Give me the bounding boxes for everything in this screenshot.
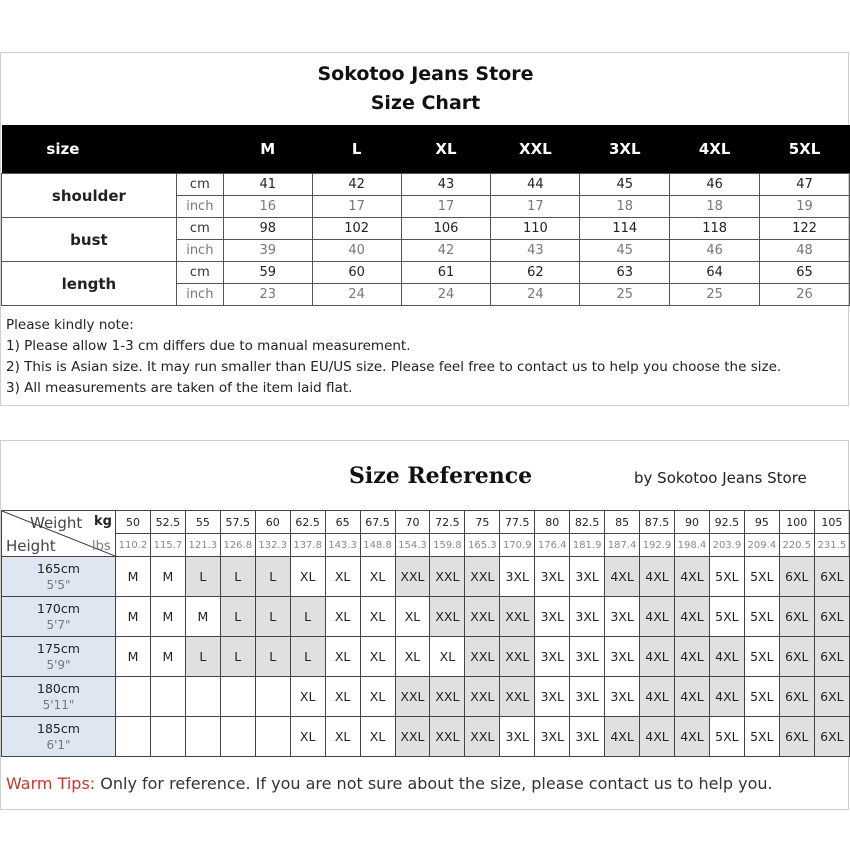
- size-header-l: L: [312, 125, 401, 174]
- measure-value: 63: [580, 262, 670, 284]
- size-cell: 4XL: [675, 637, 710, 677]
- measure-value: 23: [223, 284, 312, 306]
- corner-header: [2, 511, 116, 557]
- unit-label: inch: [176, 240, 223, 262]
- height-ft: 5'9": [46, 657, 71, 672]
- size-cell: L: [255, 597, 290, 637]
- weight-kg-cell: 92.5: [709, 511, 744, 534]
- weight-kg-cell: 105: [814, 511, 849, 534]
- size-cell: 6XL: [814, 557, 849, 597]
- size-header-5xl: 5XL: [760, 125, 850, 174]
- size-cell: 6XL: [814, 677, 849, 717]
- size-cell: XXL: [395, 717, 430, 757]
- weight-kg-row: [2, 511, 850, 534]
- size-reference-table: [1, 510, 850, 757]
- unit-label: cm: [176, 218, 223, 240]
- size-cell: 4XL: [675, 717, 710, 757]
- measure-value: 62: [491, 262, 580, 284]
- size-cell: XL: [325, 557, 360, 597]
- weight-kg-cell: 90: [675, 511, 710, 534]
- size-cell: [116, 717, 151, 757]
- size-cell: XXL: [465, 677, 500, 717]
- size-cell: 5XL: [709, 557, 744, 597]
- measure-value: 44: [491, 174, 580, 196]
- weight-lbs-cell: 165.3: [465, 534, 500, 557]
- unit-label: inch: [176, 196, 223, 218]
- measure-value: 26: [760, 284, 850, 306]
- weight-lbs-cell: 132.3: [255, 534, 290, 557]
- size-cell: XL: [325, 717, 360, 757]
- size-cell: XXL: [500, 597, 535, 637]
- size-cell: 3XL: [605, 637, 640, 677]
- weight-lbs-cell: 198.4: [675, 534, 710, 557]
- size-cell: 6XL: [814, 637, 849, 677]
- size-cell: 4XL: [709, 637, 744, 677]
- size-cell: XL: [395, 597, 430, 637]
- size-cell: 4XL: [640, 557, 675, 597]
- size-cell: 5XL: [709, 597, 744, 637]
- unit-label: inch: [176, 284, 223, 306]
- size-cell: XXL: [430, 597, 465, 637]
- measure-value: 45: [580, 240, 670, 262]
- size-chart-table: [1, 125, 850, 306]
- measure-label: bust: [2, 218, 177, 262]
- note-line: 3) All measurements are taken of the item laid flat.: [6, 380, 353, 396]
- measure-value: 16: [223, 196, 312, 218]
- height-cell: [2, 677, 116, 717]
- size-cell: L: [255, 557, 290, 597]
- size-reference-title: Size Reference: [349, 463, 533, 489]
- height-label: Height: [6, 537, 56, 555]
- height-cm: 170cm: [37, 600, 80, 616]
- size-cell: XL: [360, 677, 395, 717]
- size-cell: 3XL: [535, 717, 570, 757]
- note-line: Please kindly note:: [6, 317, 134, 333]
- measure-label: length: [2, 262, 177, 306]
- measure-value: 45: [580, 174, 670, 196]
- size-cell: [185, 677, 220, 717]
- size-cell: XL: [360, 557, 395, 597]
- unit-label: cm: [176, 262, 223, 284]
- unit-label: cm: [176, 174, 223, 196]
- size-cell: L: [220, 557, 255, 597]
- store-title: Sokotoo Jeans Store: [317, 63, 534, 85]
- height-row: [2, 717, 850, 757]
- size-cell: 4XL: [640, 717, 675, 757]
- measure-value: 24: [312, 284, 401, 306]
- height-cell: [2, 597, 116, 637]
- size-cell: XL: [325, 637, 360, 677]
- measure-label: shoulder: [2, 174, 177, 218]
- size-cell: [150, 717, 185, 757]
- size-chart-title: Size Chart: [370, 92, 481, 114]
- measure-value: 42: [312, 174, 401, 196]
- height-ft: 5'11": [42, 697, 75, 712]
- size-cell: XXL: [430, 677, 465, 717]
- measure-value: 65: [760, 262, 850, 284]
- measure-value: 43: [491, 240, 580, 262]
- size-cell: 3XL: [570, 717, 605, 757]
- size-cell: 3XL: [535, 677, 570, 717]
- note-line: 2) This is Asian size. It may run smaller than EU/US size. Please feel free to contact us to help you choose the size.: [6, 359, 782, 375]
- lbs-label: lbs: [92, 539, 111, 554]
- size-cell: XXL: [500, 677, 535, 717]
- size-cell: 5XL: [744, 637, 779, 677]
- weight-lbs-cell: 126.8: [220, 534, 255, 557]
- height-cell: [2, 717, 116, 757]
- weight-lbs-cell: 192.9: [640, 534, 675, 557]
- size-cell: 4XL: [709, 677, 744, 717]
- size-cell: XL: [290, 557, 325, 597]
- size-cell: [255, 717, 290, 757]
- size-row-length-cm: [2, 262, 850, 284]
- size-cell: L: [290, 637, 325, 677]
- size-cell: XXL: [430, 557, 465, 597]
- size-chart-panel: [0, 52, 849, 406]
- weight-lbs-cell: 231.5: [814, 534, 849, 557]
- size-header-3xl: 3XL: [580, 125, 670, 174]
- weight-lbs-cell: 187.4: [605, 534, 640, 557]
- weight-kg-cell: 62.5: [290, 511, 325, 534]
- warm-tips-label: Warm Tips:: [6, 774, 96, 793]
- size-cell: L: [185, 637, 220, 677]
- size-cell: XL: [325, 597, 360, 637]
- size-cell: 3XL: [535, 637, 570, 677]
- size-cell: XL: [360, 717, 395, 757]
- size-cell: M: [116, 597, 151, 637]
- weight-kg-cell: 57.5: [220, 511, 255, 534]
- measure-value: 18: [670, 196, 760, 218]
- measure-value: 25: [580, 284, 670, 306]
- weight-lbs-cell: 170.9: [500, 534, 535, 557]
- size-cell: XXL: [465, 637, 500, 677]
- warm-tips-text: Only for reference. If you are not sure about the size, please contact us to help you.: [95, 774, 773, 793]
- measure-value: 25: [670, 284, 760, 306]
- size-cell: [150, 677, 185, 717]
- size-cell: 5XL: [744, 717, 779, 757]
- size-cell: XXL: [395, 677, 430, 717]
- height-cell: [2, 557, 116, 597]
- measure-value: 98: [223, 218, 312, 240]
- measure-value: 114: [580, 218, 670, 240]
- size-cell: 6XL: [814, 597, 849, 637]
- size-cell: 4XL: [605, 557, 640, 597]
- size-cell: 6XL: [779, 637, 814, 677]
- size-cell: 3XL: [605, 597, 640, 637]
- size-cell: 5XL: [709, 717, 744, 757]
- size-cell: 4XL: [640, 597, 675, 637]
- height-cm: 165cm: [37, 560, 80, 576]
- weight-kg-cell: 82.5: [570, 511, 605, 534]
- size-cell: [116, 677, 151, 717]
- weight-kg-cell: 55: [185, 511, 220, 534]
- size-reference-byline: by Sokotoo Jeans Store: [634, 469, 807, 487]
- weight-kg-cell: 70: [395, 511, 430, 534]
- measure-value: 61: [401, 262, 491, 284]
- weight-lbs-cell: 148.8: [360, 534, 395, 557]
- size-cell: 5XL: [744, 557, 779, 597]
- measure-value: 24: [401, 284, 491, 306]
- weight-lbs-cell: 209.4: [744, 534, 779, 557]
- size-cell: XL: [290, 677, 325, 717]
- size-cell: M: [150, 557, 185, 597]
- height-row: [2, 637, 850, 677]
- size-cell: 3XL: [570, 637, 605, 677]
- size-header-m: M: [223, 125, 312, 174]
- size-cell: XL: [325, 677, 360, 717]
- size-cell: M: [150, 637, 185, 677]
- height-ft: 6'1": [46, 737, 71, 752]
- size-cell: 4XL: [675, 597, 710, 637]
- warm-tips: [6, 774, 773, 793]
- size-cell: [220, 717, 255, 757]
- measure-value: 59: [223, 262, 312, 284]
- size-reference-panel: [0, 440, 849, 810]
- size-cell: 5XL: [744, 597, 779, 637]
- measure-value: 24: [491, 284, 580, 306]
- measure-value: 60: [312, 262, 401, 284]
- weight-lbs-cell: 115.7: [150, 534, 185, 557]
- size-cell: L: [185, 557, 220, 597]
- size-cell: M: [150, 597, 185, 637]
- size-header-xxl: XXL: [491, 125, 580, 174]
- size-cell: M: [116, 557, 151, 597]
- size-cell: 3XL: [570, 677, 605, 717]
- size-cell: 3XL: [570, 597, 605, 637]
- size-cell: XXL: [395, 557, 430, 597]
- weight-lbs-cell: 159.8: [430, 534, 465, 557]
- weight-kg-cell: 95: [744, 511, 779, 534]
- measure-value: 64: [670, 262, 760, 284]
- weight-lbs-cell: 203.9: [709, 534, 744, 557]
- size-cell: 3XL: [535, 597, 570, 637]
- weight-kg-cell: 67.5: [360, 511, 395, 534]
- weight-lbs-cell: 154.3: [395, 534, 430, 557]
- weight-lbs-row: [2, 534, 850, 557]
- size-header-label: size: [2, 125, 224, 174]
- weight-kg-cell: 85: [605, 511, 640, 534]
- height-ft: 5'7": [46, 617, 71, 632]
- measure-value: 39: [223, 240, 312, 262]
- measure-value: 122: [760, 218, 850, 240]
- height-cm: 180cm: [37, 680, 80, 696]
- measure-value: 46: [670, 174, 760, 196]
- size-cell: XL: [360, 597, 395, 637]
- weight-kg-cell: 50: [116, 511, 151, 534]
- weight-kg-cell: 72.5: [430, 511, 465, 534]
- weight-lbs-cell: 143.3: [325, 534, 360, 557]
- weight-lbs-cell: 110.2: [116, 534, 151, 557]
- size-header-4xl: 4XL: [670, 125, 760, 174]
- size-cell: XXL: [465, 717, 500, 757]
- height-row: [2, 677, 850, 717]
- measure-value: 17: [491, 196, 580, 218]
- measure-value: 102: [312, 218, 401, 240]
- size-cell: L: [290, 597, 325, 637]
- weight-kg-cell: 52.5: [150, 511, 185, 534]
- weight-kg-cell: 60: [255, 511, 290, 534]
- measure-value: 40: [312, 240, 401, 262]
- size-cell: M: [185, 597, 220, 637]
- height-cm: 175cm: [37, 640, 80, 656]
- weight-kg-cell: 75: [465, 511, 500, 534]
- measure-value: 47: [760, 174, 850, 196]
- measure-value: 17: [401, 196, 491, 218]
- note-line: 1) Please allow 1-3 cm differs due to manual measurement.: [6, 338, 411, 354]
- size-cell: 4XL: [675, 677, 710, 717]
- measure-value: 18: [580, 196, 670, 218]
- size-cell: 3XL: [570, 557, 605, 597]
- size-cell: 6XL: [779, 557, 814, 597]
- size-cell: [220, 677, 255, 717]
- size-cell: 3XL: [500, 717, 535, 757]
- size-cell: L: [220, 597, 255, 637]
- measure-value: 110: [491, 218, 580, 240]
- measure-value: 42: [401, 240, 491, 262]
- measure-value: 46: [670, 240, 760, 262]
- measure-value: 118: [670, 218, 760, 240]
- size-cell: XXL: [430, 717, 465, 757]
- size-cell: 3XL: [500, 557, 535, 597]
- size-cell: 3XL: [535, 557, 570, 597]
- weight-lbs-cell: 121.3: [185, 534, 220, 557]
- size-header-xl: XL: [401, 125, 491, 174]
- measure-value: 48: [760, 240, 850, 262]
- size-cell: [255, 677, 290, 717]
- weight-kg-cell: 80: [535, 511, 570, 534]
- size-cell: XL: [290, 717, 325, 757]
- measure-value: 41: [223, 174, 312, 196]
- height-ft: 5'5": [46, 577, 71, 592]
- size-cell: 3XL: [605, 677, 640, 717]
- size-cell: [185, 717, 220, 757]
- weight-lbs-cell: 176.4: [535, 534, 570, 557]
- measure-value: 19: [760, 196, 850, 218]
- size-cell: 6XL: [779, 597, 814, 637]
- height-row: [2, 557, 850, 597]
- size-cell: 5XL: [744, 677, 779, 717]
- size-cell: XL: [360, 637, 395, 677]
- size-cell: L: [220, 637, 255, 677]
- size-cell: XL: [430, 637, 465, 677]
- size-cell: 6XL: [779, 717, 814, 757]
- size-cell: 6XL: [814, 717, 849, 757]
- size-header-row: [2, 125, 850, 174]
- weight-lbs-cell: 181.9: [570, 534, 605, 557]
- size-cell: 4XL: [640, 677, 675, 717]
- height-row: [2, 597, 850, 637]
- measure-value: 43: [401, 174, 491, 196]
- size-cell: 4XL: [640, 637, 675, 677]
- size-row-bust-cm: [2, 218, 850, 240]
- size-cell: 4XL: [605, 717, 640, 757]
- size-cell: XXL: [465, 597, 500, 637]
- kg-label: kg: [94, 514, 112, 529]
- weight-kg-cell: 87.5: [640, 511, 675, 534]
- weight-lbs-cell: 137.8: [290, 534, 325, 557]
- size-cell: M: [116, 637, 151, 677]
- measure-value: 17: [312, 196, 401, 218]
- weight-kg-cell: 100: [779, 511, 814, 534]
- size-cell: 6XL: [779, 677, 814, 717]
- notes-block: [6, 315, 781, 399]
- measure-value: 106: [401, 218, 491, 240]
- size-cell: XXL: [500, 637, 535, 677]
- size-cell: XL: [395, 637, 430, 677]
- weight-kg-cell: 77.5: [500, 511, 535, 534]
- size-cell: XXL: [465, 557, 500, 597]
- size-cell: L: [255, 637, 290, 677]
- size-row-shoulder-cm: [2, 174, 850, 196]
- weight-kg-cell: 65: [325, 511, 360, 534]
- height-cell: [2, 637, 116, 677]
- size-cell: 4XL: [675, 557, 710, 597]
- weight-lbs-cell: 220.5: [779, 534, 814, 557]
- weight-label: Weight: [30, 514, 83, 532]
- height-cm: 185cm: [37, 720, 80, 736]
